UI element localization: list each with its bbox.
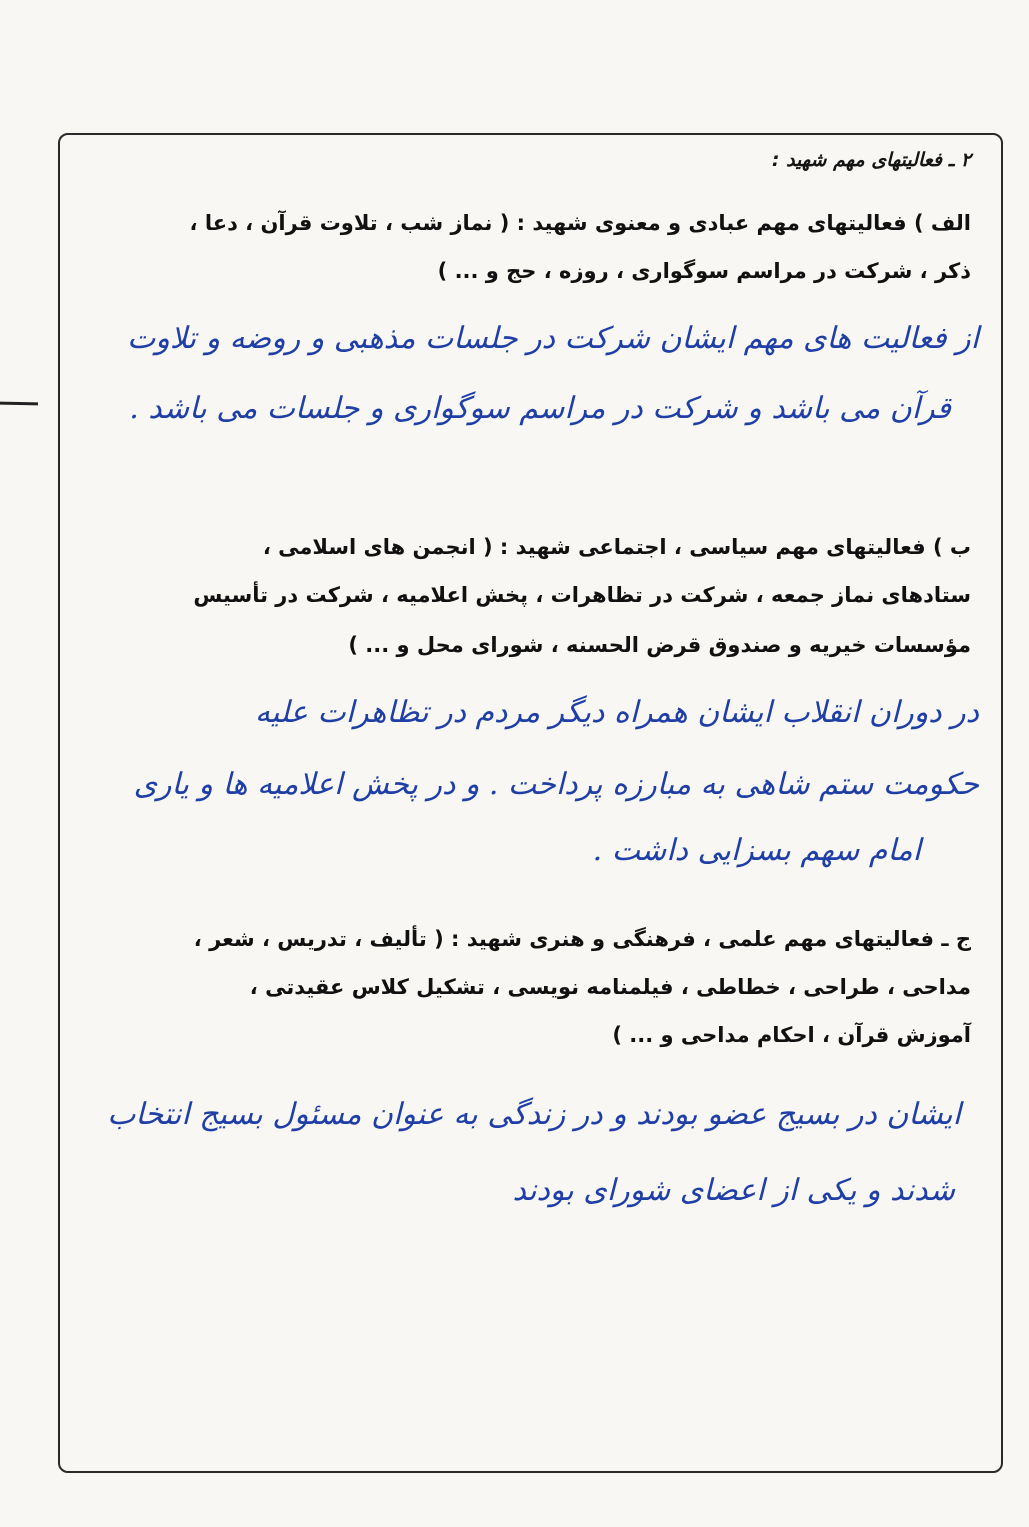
part-a-printed-line-2: ذکر ، شرکت در مراسم سوگواری ، روزه ، حج و ... )	[437, 259, 971, 283]
part-c-printed-line-3: آموزش قرآن ، احکام مداحی و ... )	[612, 1023, 971, 1047]
section-heading: ۲ ـ فعالیتهای مهم شهید :	[771, 149, 971, 171]
part-b-handwritten-line-1: در دوران انقلاب ایشان همراه دیگر مردم در تظاهرات علیه	[254, 695, 979, 730]
part-b-handwritten-line-3: امام سهم بسزایی داشت .	[592, 833, 921, 868]
margin-mark	[0, 402, 38, 406]
part-a-handwritten-line-2: قرآن می باشد و شرکت در مراسم سوگواری و جلسات می باشد .	[129, 391, 951, 426]
part-a-handwritten-line-1: از فعالیت های مهم ایشان شرکت در جلسات مذهبی و روضه و تلاوت	[127, 321, 979, 356]
part-b-printed-line-2: ستادهای نماز جمعه ، شرکت در تظاهرات ، پخش اعلامیه ، شرکت در تأسیس	[193, 583, 971, 607]
part-b-printed-line-3: مؤسسات خیریه و صندوق قرض الحسنه ، شورای محل و ... )	[348, 633, 971, 657]
document-frame	[58, 133, 1003, 1473]
part-b-printed-line-1: ب ) فعالیتهای مهم سیاسی ، اجتماعی شهید : ( انجمن های اسلامی ،	[262, 535, 971, 559]
part-c-printed-line-2: مداحی ، طراحی ، خطاطی ، فیلمنامه نویسی ، تشکیل کلاس عقیدتی ،	[249, 975, 971, 999]
part-a-printed-line-1: الف ) فعالیتهای مهم عبادی و معنوی شهید : ( نماز شب ، تلاوت قرآن ، دعا ،	[189, 211, 971, 235]
part-c-handwritten-line-2: شدند و یکی از اعضای شورای بودند	[512, 1173, 955, 1208]
part-c-printed-line-1: ج ـ فعالیتهای مهم علمی ، فرهنگی و هنری شهید : ( تألیف ، تدریس ، شعر ،	[193, 927, 971, 951]
part-c-handwritten-line-1: ایشان در بسیج عضو بودند و در زندگی به عنوان مسئول بسیج انتخاب	[107, 1097, 961, 1132]
part-b-handwritten-line-2: حکومت ستم شاهی به مبارزه پرداخت . و در پخش اعلامیه ها و یاری	[133, 767, 979, 802]
